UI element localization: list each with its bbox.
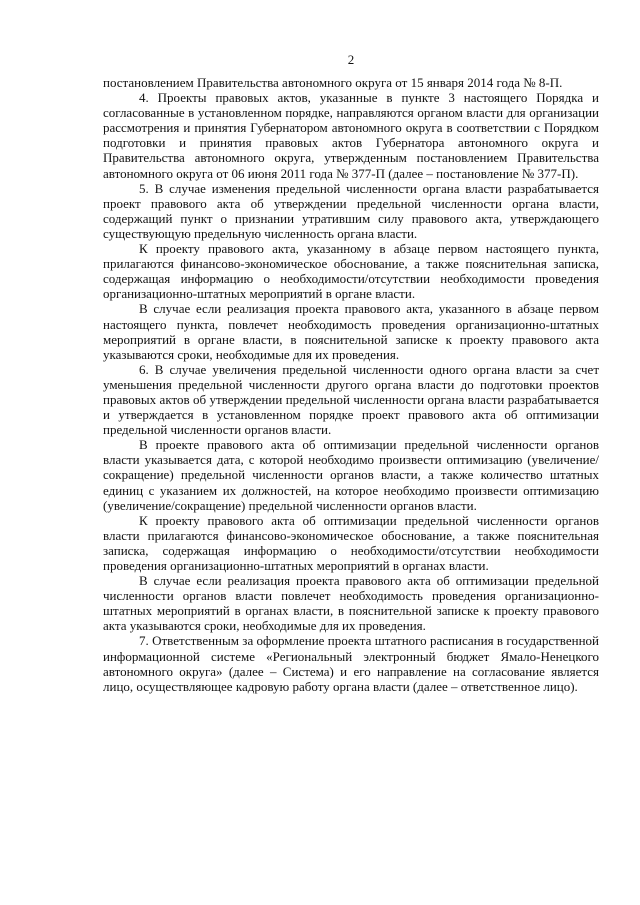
paragraph-5: В случае если реализация проекта правового акта, указанного в абзаце первом настоящего пункта, повлечет необходимость проведения организационно-штатных мероприятий в органе власти, в пояснительной записке к проекту правового акта указываются сроки, необходимые для их проведения. bbox=[103, 301, 599, 362]
paragraph-8: К проекту правового акта об оптимизации предельной численности органов власти прилагаются финансово-экономическое обоснование, а также пояснительная записка, содержащая информацию о необходимости/отсутствии необходимости проведения организационно-штатных мероприятий в органах власти. bbox=[103, 512, 599, 573]
paragraph-3: 5. В случае изменения предельной численности органа власти разрабатывается проект правового акта об утверждении предельной численности органа власти, содержащий пункт о признании утратившим силу правового акта, утверждающего существующую предельную численность органа власти. bbox=[103, 180, 599, 241]
paragraph-2: 4. Проекты правовых актов, указанные в пункте 3 настоящего Порядка и согласованные в установленном порядке, направляются органом власти для организации рассмотрения и принятия Губернатором автономного округа в соответствии с Порядком подготовки и принятия правовых актов Губернатора автономного округа и Правительства автономного округа, утвержденным постановлением Правительства автономного округа от 06 июня 2011 года № 377-П (далее – постановление № 377-П). bbox=[103, 90, 599, 181]
paragraph-9: В случае если реализация проекта правового акта об оптимизации предельной численности органов власти повлечет необходимость проведения организационно-штатных мероприятий в органах власти, в пояснительной записке к проекту правового акта указываются сроки, необходимые для их проведения. bbox=[103, 573, 599, 634]
paragraph-4: К проекту правового акта, указанному в абзаце первом настоящего пункта, прилагаются финансово-экономическое обоснование, а также пояснительная записка, содержащая информацию о необходимости/отсутствии необходимости проведения организационно-штатных мероприятий в органе власти. bbox=[103, 241, 599, 302]
paragraph-6: 6. В случае увеличения предельной численности одного органа власти за счет уменьшения предельной численности другого органа власти до подготовки проектов правовых актов об утверждении предельной численности органа власти разрабатывается и утверждается в установленном порядке проект правового акта об оптимизации предельной численности органов власти. bbox=[103, 361, 599, 438]
paragraph-10: 7. Ответственным за оформление проекта штатного расписания в государственной информационной системе «Региональный электронный бюджет Ямало-Ненецкого автономного округа» (далее – Система) и его направление на согласование является лицо, осуществляющее кадровую работу органа власти (далее – ответственное лицо). bbox=[103, 633, 599, 694]
paragraph-1: постановлением Правительства автономного округа от 15 января 2014 года № 8-П. bbox=[103, 75, 563, 90]
document-page bbox=[103, 52, 599, 694]
page-number: 2 bbox=[347, 52, 355, 67]
paragraph-7: В проекте правового акта об оптимизации предельной численности органов власти указывается дата, с которой необходимо произвести оптимизацию (увеличение/сокращение) предельной численности органов власти, а также количество штатных единиц с указанием их должностей, на которое необходимо произвести оптимизацию (увеличение/сокращение) предельной численности органов власти. bbox=[103, 437, 599, 513]
document-body bbox=[103, 75, 599, 694]
